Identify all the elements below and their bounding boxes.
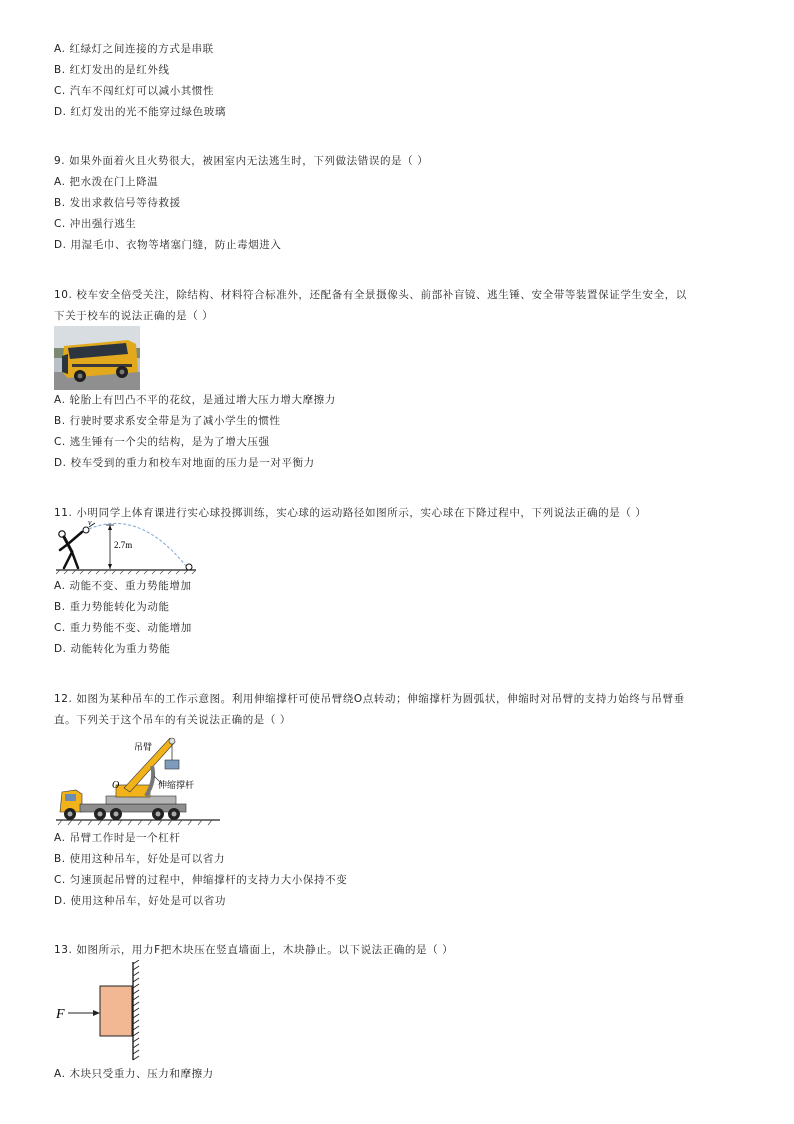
q12-option-a: A. 吊臂工作时是一个杠杆 (54, 832, 181, 844)
q8-option-d: D. 红灯发出的光不能穿过绿色玻璃 (54, 106, 226, 118)
q10-stem-line2: 下关于校车的说法正确的是（ ） (54, 310, 214, 322)
q12-option-b: B. 使用这种吊车，好处是可以省力 (54, 853, 226, 865)
q8-option-c: C. 汽车不闯红灯可以减小其惯性 (54, 85, 215, 97)
q8-option-a: A. 红绿灯之间连接的方式是串联 (54, 43, 214, 55)
q10-option-b: B. 行驶时要求系安全带是为了减小学生的惯性 (54, 415, 281, 427)
q10-stem-line1: 10. 校车安全倍受关注，除结构、材料符合标准外，还配备有全景摄像头、前部补盲镜、逃生锤、安全带等装置保证学生安全，以 (54, 289, 687, 301)
q9-stem: 9. 如果外面着火且火势很大，被困室内无法逃生时，下列做法错误的是（ ） (54, 155, 429, 167)
q8-option-b: B. 红灯发出的是红外线 (54, 64, 170, 76)
velocity-label: v (88, 518, 92, 527)
q11-option-a: A. 动能不变、重力势能增加 (54, 580, 192, 592)
strut-label: 伸缩撑杆 (158, 780, 195, 790)
block-wall-figure (54, 960, 154, 1064)
q12-option-d: D. 使用这种吊车，好处是可以省功 (54, 895, 226, 907)
force-label: F (56, 1007, 65, 1022)
q12-stem-line2: 直。下列关于这个吊车的有关说法正确的是（ ） (54, 714, 292, 726)
q11-option-d: D. 动能转化为重力势能 (54, 643, 171, 655)
crane-figure (54, 730, 224, 830)
q9-option-d: D. 用湿毛巾、衣物等堵塞门缝，防止毒烟进入 (54, 239, 282, 251)
pivot-label: O (112, 780, 120, 791)
q9-option-b: B. 发出求救信号等待救援 (54, 197, 181, 209)
q11-stem: 11. 小明同学上体育课进行实心球投掷训练，实心球的运动路径如图所示，实心球在下降过程中，下列说法正确的是（ ） (54, 507, 647, 519)
q10-option-a: A. 轮胎上有凹凸不平的花纹，是通过增大压力增大摩擦力 (54, 394, 336, 406)
q10-option-c: C. 逃生锤有一个尖的结构，是为了增大压强 (54, 436, 270, 448)
q13-stem: 13. 如图所示，用力F把木块压在竖直墙面上，木块静止。以下说法正确的是（ ） (54, 944, 454, 956)
q12-option-c: C. 匀速顶起吊臂的过程中，伸缩撑杆的支持力大小保持不变 (54, 874, 348, 886)
q10-option-d: D. 校车受到的重力和校车对地面的压力是一对平衡力 (54, 457, 315, 469)
school-bus-photo (54, 326, 140, 390)
q9-option-c: C. 冲出强行逃生 (54, 218, 137, 230)
q13-option-a: A. 木块只受重力、压力和摩擦力 (54, 1068, 214, 1080)
shot-put-figure (54, 518, 198, 574)
boom-label: 吊臂 (134, 742, 153, 752)
q11-option-c: C. 重力势能不变、动能增加 (54, 622, 192, 634)
q12-stem-line1: 12. 如图为某种吊车的工作示意图。利用伸缩撑杆可使吊臂绕O点转动；伸缩撑杆为圆弧状，伸缩时对吊臂的支持力始终与吊臂垂 (54, 693, 685, 705)
q9-option-a: A. 把水泼在门上降温 (54, 176, 159, 188)
q11-option-b: B. 重力势能转化为动能 (54, 601, 170, 613)
height-label: 2.7m (114, 540, 133, 550)
